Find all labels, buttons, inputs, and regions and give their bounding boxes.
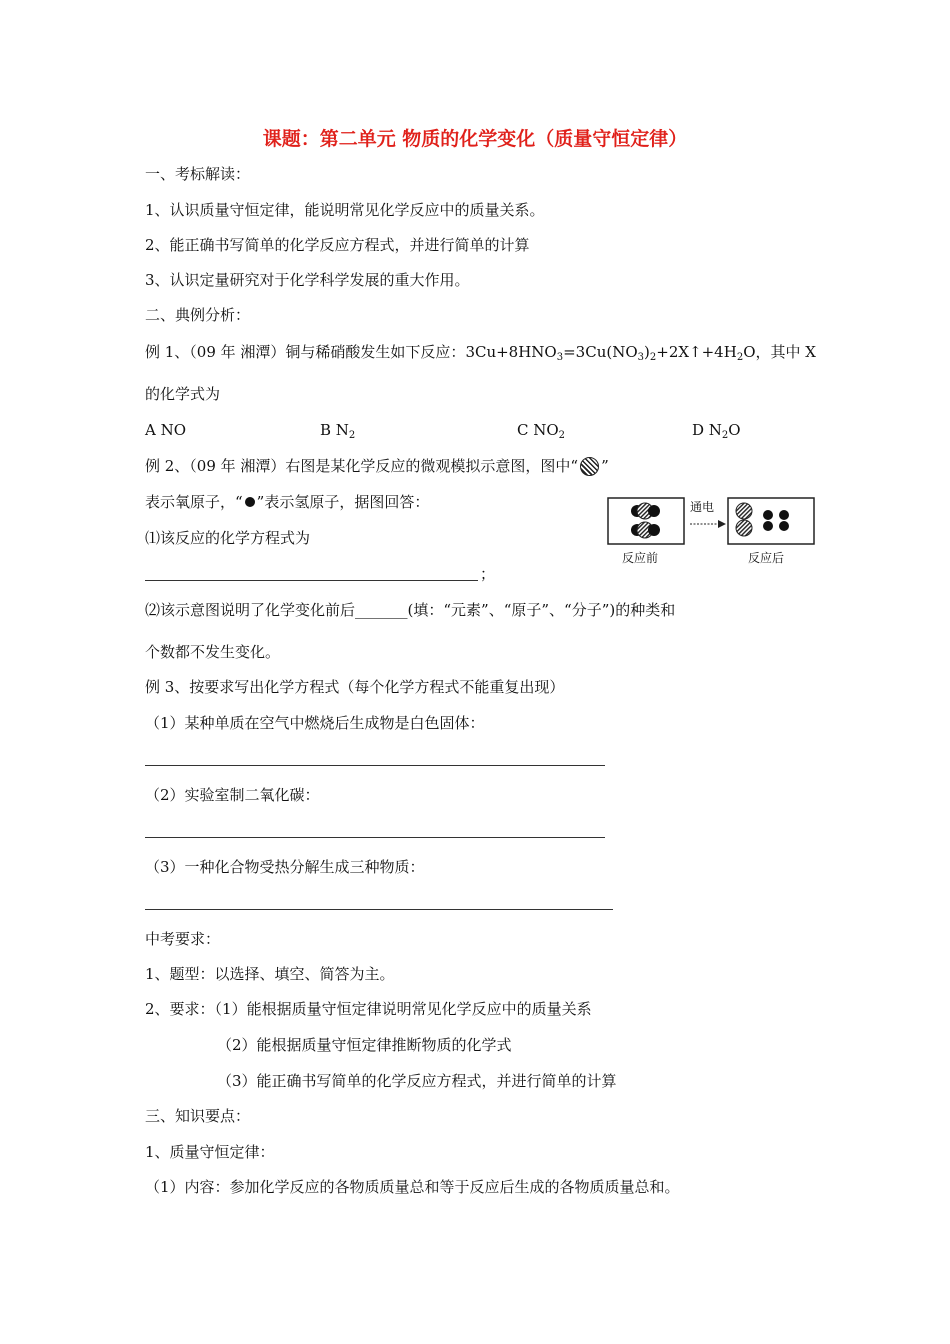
option-d-subscript: 2 <box>721 430 729 441</box>
option-b-subscript: 2 <box>348 430 356 441</box>
hydrogen-atom-icon <box>245 497 255 507</box>
option-b <box>320 420 355 440</box>
section-heading-knowledge: 三、知识要点： <box>145 1107 251 1125</box>
example3-q1: （1）某种单质在空气中燃烧后生成物是白色固体： <box>145 714 485 732</box>
example2-q2-line1: ⑵该示意图说明了化学变化前后_______(填：“元素”、“原子”、“分子”)的种类和 <box>145 601 676 619</box>
zhongkao-item-4: （3）能正确书写简单的化学反应方程式，并进行简单的计算 <box>217 1072 617 1090</box>
answer-blank-line <box>145 765 605 766</box>
answer-blank-line <box>145 837 605 838</box>
example3-q2: （2）实验室制二氧化碳： <box>145 786 320 804</box>
equation-part: ) <box>644 343 650 361</box>
option-a: A NO <box>145 421 187 439</box>
answer-blank-line <box>145 580 478 581</box>
equation-part: =3Cu(NO <box>563 343 638 361</box>
option-c-subscript: 2 <box>558 430 566 441</box>
option-c <box>517 420 565 440</box>
example1-line1 <box>145 342 816 362</box>
example2-text-a: 例 2、（09 年 湘潭）右图是某化学反应的微观模拟示意图，图中“ <box>145 457 579 475</box>
arrow-label: 通电 <box>690 500 715 514</box>
zhongkao-heading: 中考要求： <box>145 930 221 948</box>
example3-q3: （3）一种化合物受热分解生成三种物质： <box>145 858 425 876</box>
option-d <box>692 420 741 440</box>
after-label: 反应后 <box>748 551 785 565</box>
option-d-end: O <box>728 421 741 439</box>
option-b-text: B N <box>320 421 349 439</box>
equation-subscript: 2 <box>649 352 657 363</box>
answer-blank-line <box>145 909 613 910</box>
section-heading-examples: 二、典例分析： <box>145 306 251 324</box>
knowledge-item-1: 1、质量守恒定律： <box>145 1143 275 1161</box>
page-title: 课题：第二单元 物质的化学变化（质量守恒定律） <box>262 128 688 150</box>
example2-line2 <box>145 492 429 512</box>
zhongkao-item-3: （2）能根据质量守恒定律推断物质的化学式 <box>217 1036 512 1054</box>
example2-q1: ⑴该反应的化学方程式为 <box>145 529 311 547</box>
equation-part: O，其中 X <box>743 343 816 361</box>
example2-text-b: ” <box>601 457 609 475</box>
example1-prefix: 例 1、（09 年 湘潭）铜与稀硝酸发生如下反应： <box>145 343 466 361</box>
oxygen-molecule <box>736 503 752 536</box>
example2-text-c: 表示氧原子，“ <box>145 493 243 511</box>
section-heading-standards: 一、考标解读： <box>145 165 251 183</box>
reaction-diagram <box>606 496 818 568</box>
zhongkao-item-1: 1、题型：以选择、填空、简答为主。 <box>145 965 395 983</box>
knowledge-item-2: （1）内容：参加化学反应的各物质质量总和等于反应后生成的各物质质量总和。 <box>145 1178 680 1196</box>
arrow-head <box>718 520 726 528</box>
equation-subscript: 2 <box>736 352 744 363</box>
standard-item-1: 1、认识质量守恒定律，能说明常见化学反应中的质量关系。 <box>145 201 545 219</box>
example1-line2: 的化学式为 <box>145 385 221 403</box>
equation-subscript: 3 <box>556 352 564 363</box>
oxygen-atom-icon <box>580 457 599 476</box>
standard-item-2: 2、能正确书写简单的化学反应方程式，并进行简单的计算 <box>145 236 530 254</box>
hydrogen-molecule <box>779 510 789 531</box>
before-label: 反应前 <box>622 551 659 565</box>
water-molecule <box>631 503 660 519</box>
equation-part: 3Cu+8HNO <box>465 343 557 361</box>
hydrogen-molecule <box>763 510 773 531</box>
example3-heading: 例 3、按要求写出化学方程式（每个化学方程式不能重复出现） <box>145 678 565 696</box>
equation-part: +2X↑+4H <box>656 343 737 361</box>
example2-q2-line2: 个数都不发生变化。 <box>145 643 281 661</box>
example2-line1 <box>145 456 609 476</box>
zhongkao-item-2: 2、要求：（1）能根据质量守恒定律说明常见化学反应中的质量关系 <box>145 1000 592 1018</box>
water-molecule <box>631 522 660 538</box>
standard-item-3: 3、认识定量研究对于化学科学发展的重大作用。 <box>145 271 470 289</box>
option-c-text: C NO <box>517 421 559 439</box>
equation-subscript: 3 <box>637 352 645 363</box>
option-d-text: D N <box>692 421 722 439</box>
semicolon: ； <box>480 565 496 583</box>
example2-text-d: ”表示氢原子，据图回答： <box>256 493 430 511</box>
